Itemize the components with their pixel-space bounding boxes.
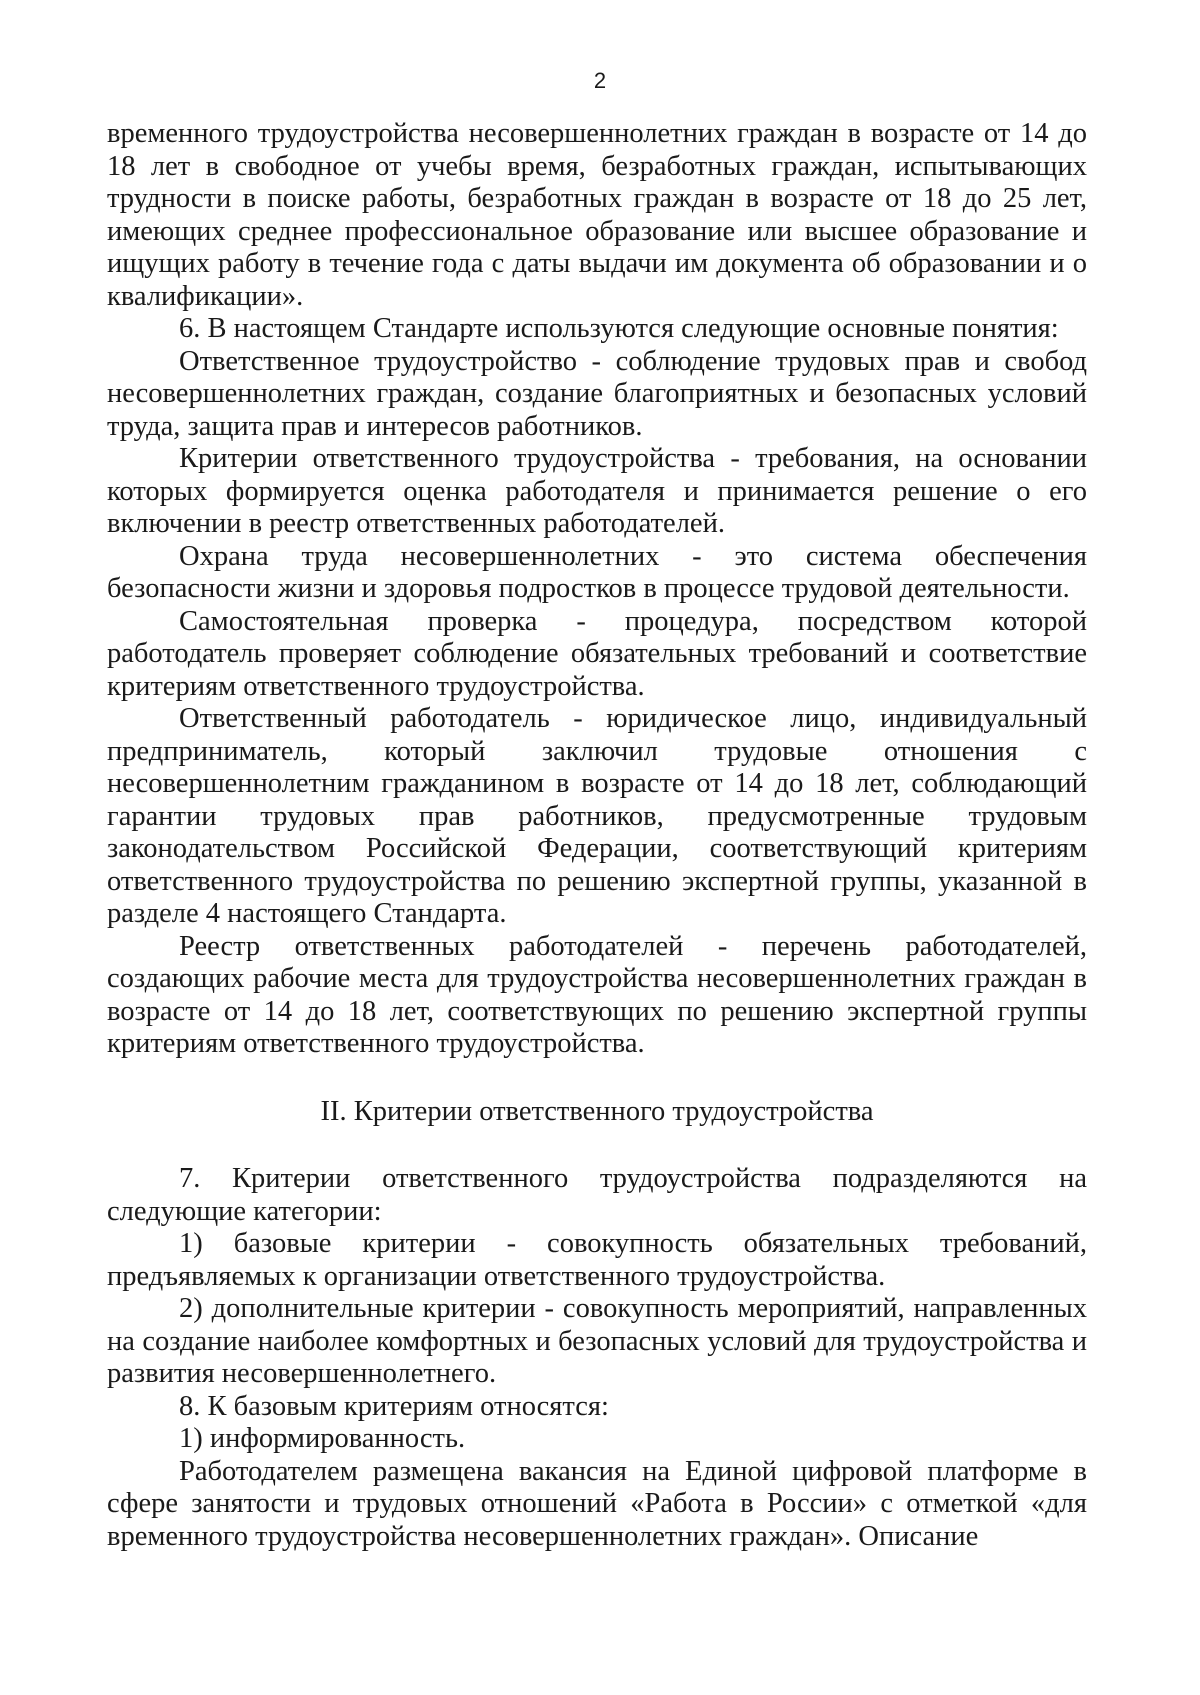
paragraph: 2) дополнительные критерии - совокупность мероприятий, направленных на создание наиболее комфортных и безопасных условий для трудоустройства и развития несовершеннолетнего. — [107, 1293, 1087, 1389]
paragraph: 1) информированность. — [179, 1423, 466, 1454]
section-heading: II. Критерии ответственного трудоустройства — [320, 1095, 874, 1127]
paragraph: Ответственный работодатель - юридическое лицо, индивидуальный предприниматель, который заключил трудовые отношения с несовершеннолетним гражданином в возрасте от 14 до 18 лет, соблюдающий гарантии трудовых прав работников, предусмотренные трудовым законодательством Российской Федерации, соответствующий критериям ответственного трудоустройства по решению экспертной группы, указанной в разделе 4 настоящего Стандарта. — [107, 703, 1087, 929]
paragraph: 6. В настоящем Стандарте используются следующие основные понятия: — [179, 313, 1059, 344]
page-number: 2 — [593, 68, 607, 93]
definitions-section — [107, 118, 1087, 1061]
paragraph: 8. К базовым критериям относятся: — [179, 1390, 609, 1422]
paragraph: Критерии ответственного трудоустройства - требования, на основании которых формируется оценка работодателя и принимается решение о его включении в реестр ответственных работодателей. — [107, 443, 1087, 539]
paragraph: Ответственное трудоустройство - соблюдение трудовых прав и свобод несовершеннолетних граждан, создание благоприятных и безопасных условий труда, защита прав и интересов работников. — [107, 345, 1087, 442]
document-body — [107, 118, 1087, 1553]
paragraph: временного трудоустройства несовершеннолетних граждан в возрасте от 14 до 18 лет в свободное от учебы время, безработных граждан, испытывающих трудности в поиске работы, безработных граждан в возрасте от 18 до 25 лет, имеющих среднее профессиональное образование или высшее образование и ищущих работу в течение года с даты выдачи им документа об образовании и о квалификации». — [107, 118, 1087, 312]
paragraph: Реестр ответственных работодателей - перечень работодателей, создающих рабочие места для трудоустройства несовершеннолетних граждан в возрасте от 14 до 18 лет, соответствующих по решению экспертной группы критериям ответственного трудоустройства. — [107, 930, 1087, 1059]
paragraph: Работодателем размещена вакансия на Единой цифровой платформе в сфере занятости и трудовых отношений «Работа в России» с отметкой «для временного трудоустройства несовершеннолетних граждан». Описание — [107, 1455, 1087, 1552]
paragraph: Охрана труда несовершеннолетних - это система обеспечения безопасности жизни и здоровья подростков в процессе трудовой деятельности. — [107, 540, 1087, 604]
criteria-section — [107, 1163, 1087, 1553]
paragraph: 7. Критерии ответственного трудоустройства подразделяются на следующие категории: — [107, 1163, 1087, 1227]
paragraph: Самостоятельная проверка - процедура, посредством которой работодатель проверяет соблюдение обязательных требований и соответствие критериям ответственного трудоустройства. — [107, 605, 1087, 702]
paragraph: 1) базовые критерии - совокупность обязательных требований, предъявляемых к организации ответственного трудоустройства. — [107, 1228, 1087, 1292]
